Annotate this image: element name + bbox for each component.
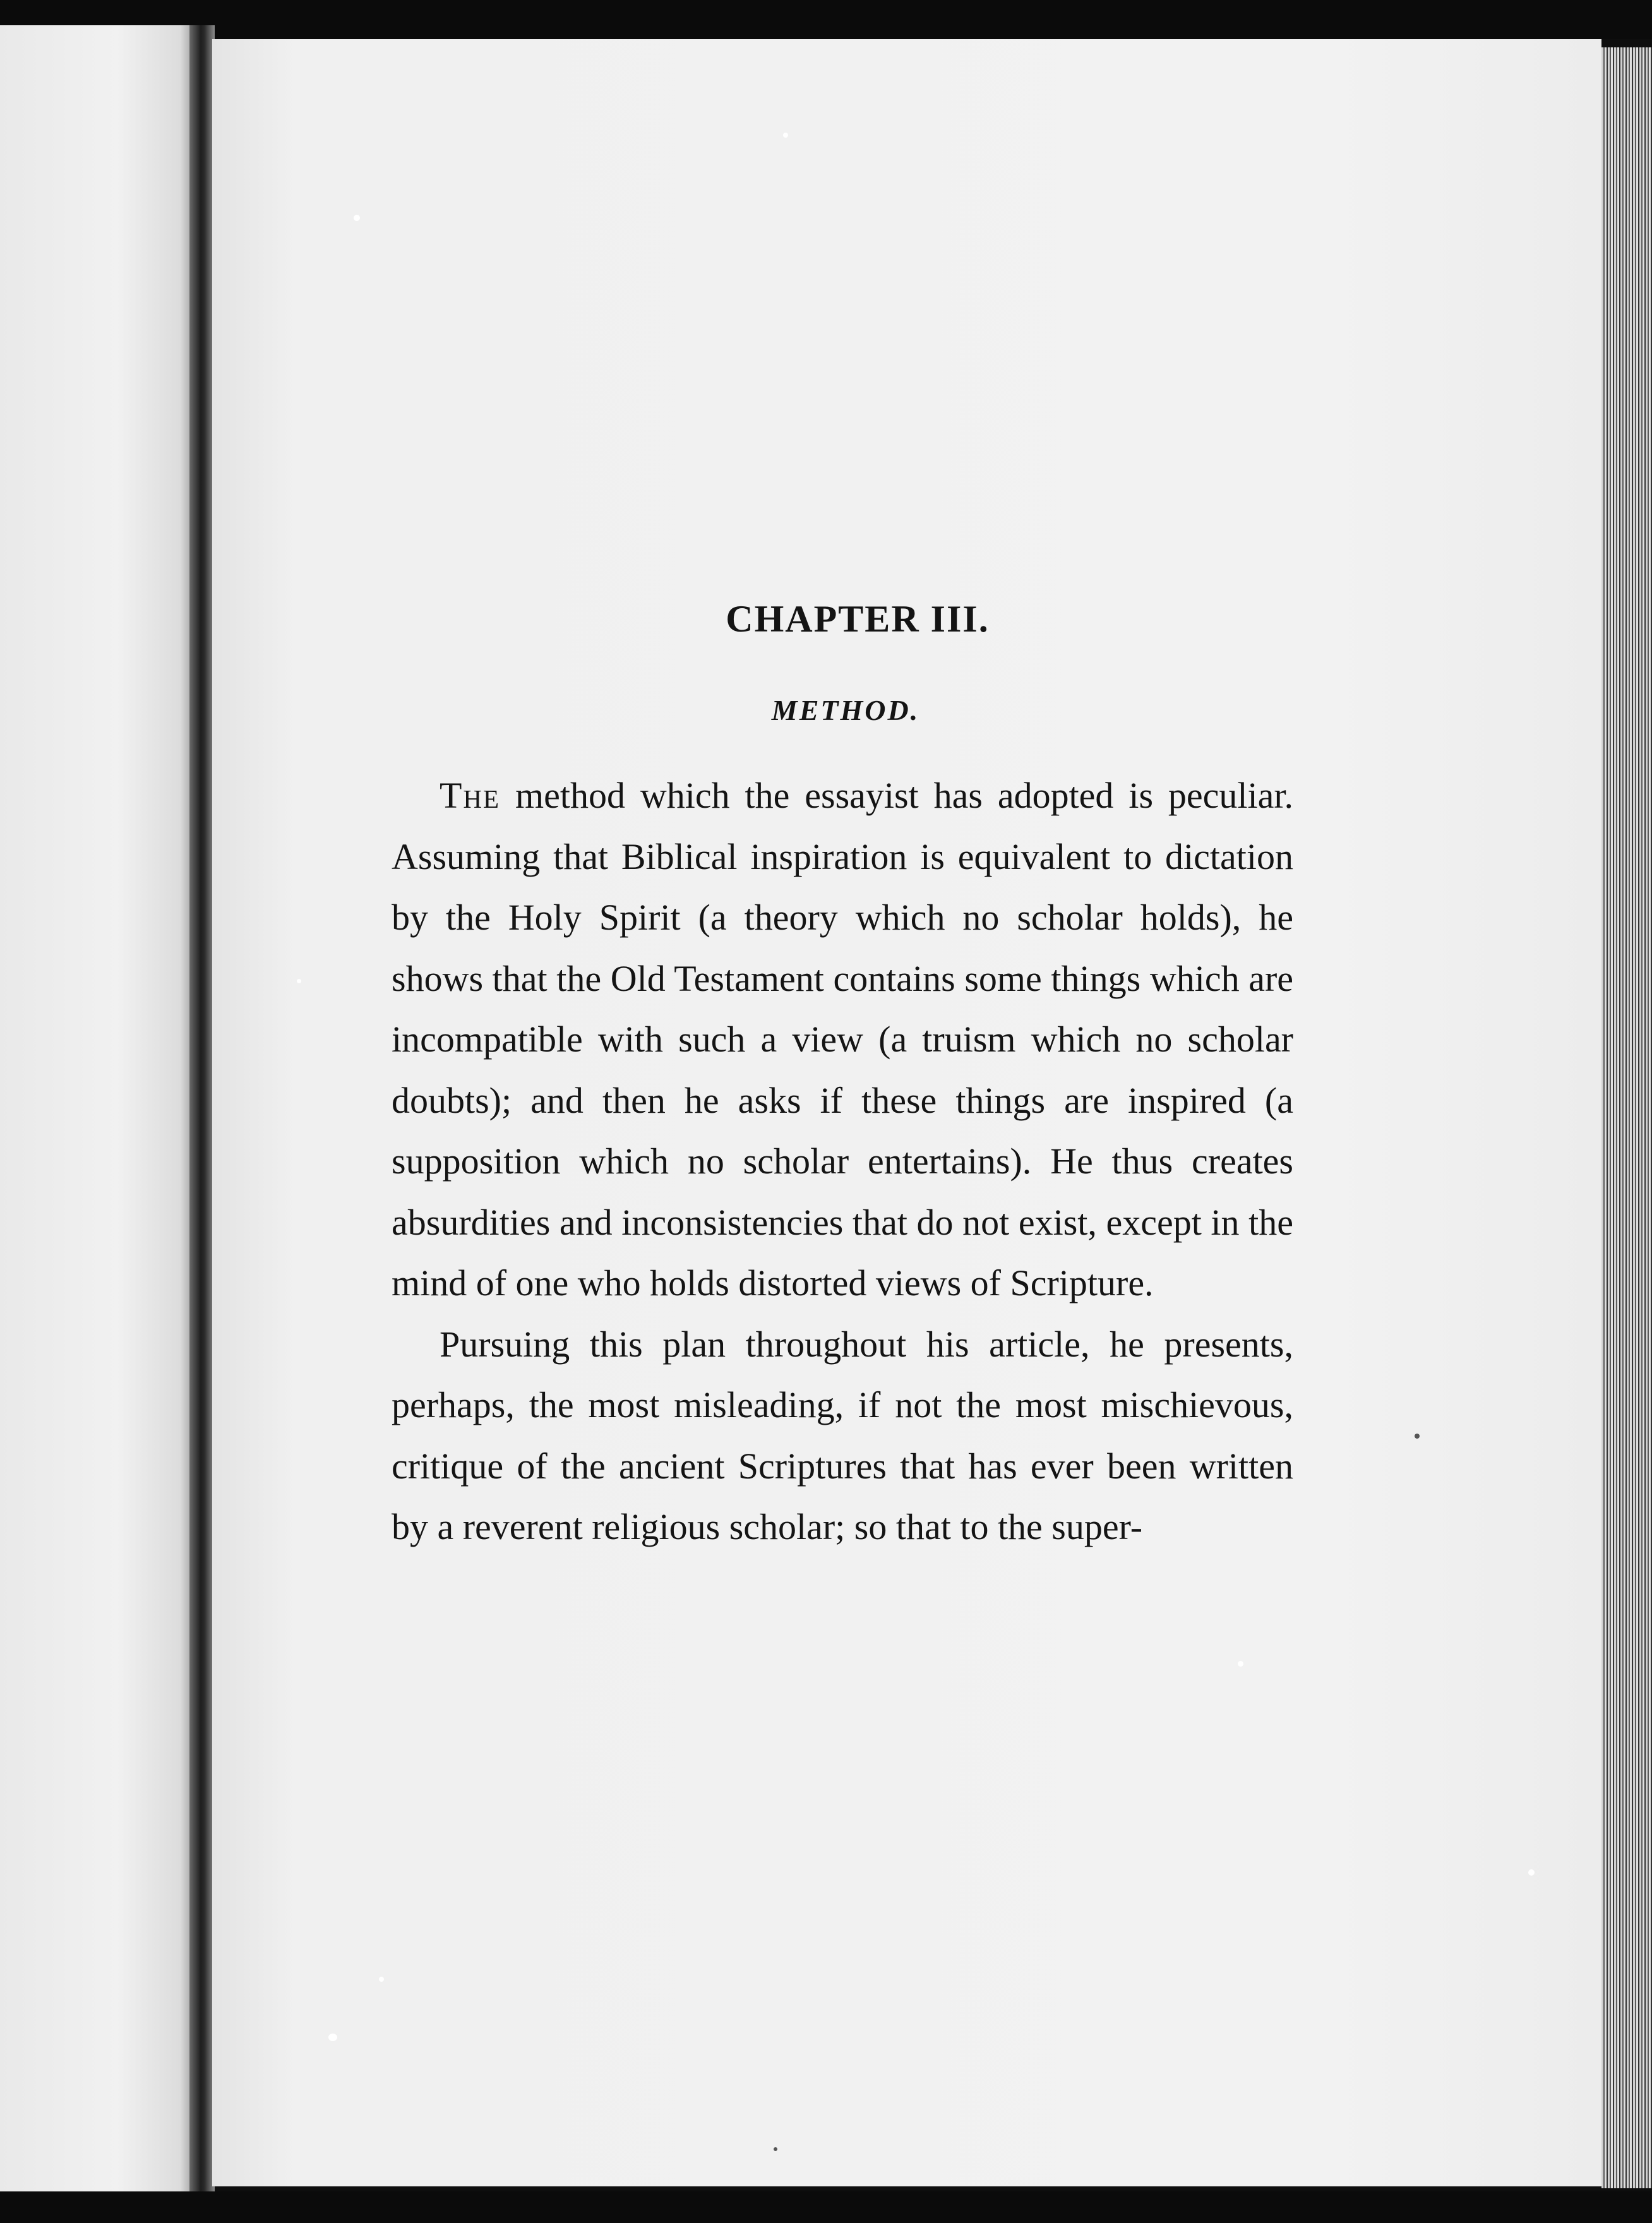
paragraph-text: method which the essayist has adopted is peculiar. Assuming that Biblical inspiration is equivalent to dictation by the Holy Spirit (a theory which no scholar holds), he shows that the Old Testament contains some things which are incompatible with such a view (a truism which no scholar doubts); and then he asks if these things are inspired (a supposition which no scholar entertains). He thus creates absurdities and inconsistencies that do not exist, except in the mind of one who holds distorted views of Scripture. bbox=[392, 775, 1293, 1303]
scan-speck bbox=[1528, 1869, 1535, 1876]
scan-bottom-border bbox=[0, 2191, 1652, 2223]
scan-speck bbox=[354, 215, 360, 221]
scan-speck bbox=[379, 1977, 384, 1982]
paragraph bbox=[392, 1314, 1293, 1558]
previous-page-edge bbox=[0, 25, 196, 2191]
scan-top-border bbox=[0, 0, 1652, 39]
paragraph-lead-word: The bbox=[440, 775, 501, 816]
scan-speck bbox=[1415, 1434, 1420, 1439]
scan-speck bbox=[1238, 1661, 1243, 1667]
scan-speck bbox=[328, 2034, 337, 2041]
paragraph bbox=[392, 765, 1293, 1314]
paragraph-text: Pursuing this plan throughout his article, he presents, perhaps, the most misleading, if not the most mischievous, critique of the ancient Scriptures that has ever been written by a reverent religious scholar; so that to the super- bbox=[392, 1323, 1293, 1547]
scan-speck bbox=[774, 2147, 777, 2151]
scan-speck bbox=[783, 133, 788, 138]
chapter-body bbox=[392, 765, 1293, 1558]
scan-speck bbox=[297, 979, 301, 983]
chapter-heading: CHAPTER III. bbox=[726, 598, 990, 640]
chapter-subtitle: METHOD. bbox=[771, 694, 920, 726]
page-text-block bbox=[392, 600, 1293, 1558]
page-stack-edge bbox=[1601, 47, 1652, 2188]
book-gutter bbox=[189, 25, 215, 2191]
